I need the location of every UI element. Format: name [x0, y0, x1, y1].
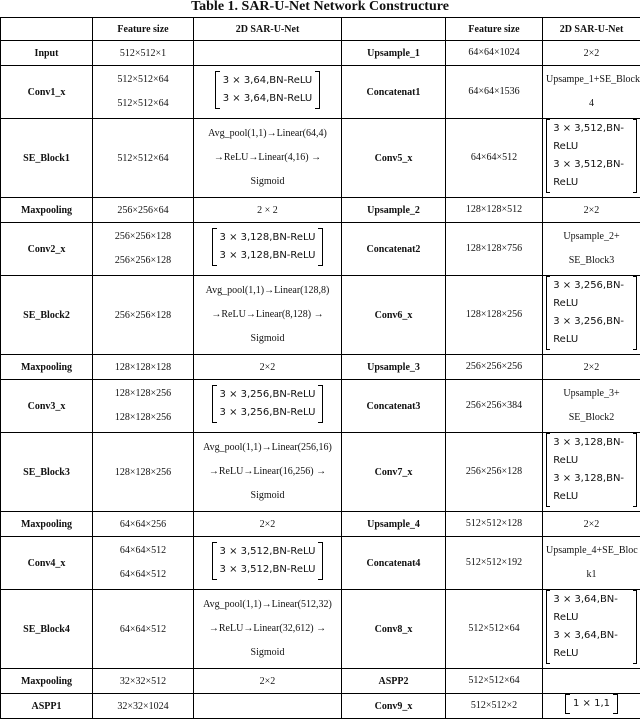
feature-size: [93, 223, 194, 276]
cell-lines: [96, 309, 190, 322]
cell-lines: [96, 382, 190, 430]
cell-line: 512×512×192: [449, 551, 539, 575]
cell-line: 2 × 2: [197, 204, 338, 217]
operation: [543, 590, 640, 669]
cell-line: 512×512×128: [449, 512, 539, 536]
cell-line: 256×256×384: [449, 394, 539, 418]
right-bracket: [633, 433, 637, 507]
row-name: Concatenat2: [342, 223, 446, 276]
header-cell: Feature size: [93, 18, 194, 41]
row-name: Maxpooling: [1, 198, 93, 223]
row-name: Conv3_x: [1, 380, 93, 433]
right-bracket: [613, 694, 618, 714]
row-name: Upsample_3: [342, 355, 446, 380]
operation: [543, 694, 640, 719]
cell-line: 512×512×64: [449, 617, 539, 641]
cell-line: 32×32×1024: [96, 700, 190, 713]
cell-line: 2×2: [546, 361, 637, 374]
cell-lines: [449, 237, 539, 261]
cell-lines: [96, 225, 190, 273]
matrix-bracket: [546, 276, 637, 350]
operation: [194, 198, 342, 223]
cell-line: Avg_pool(1,1)→Linear(128,8): [197, 279, 338, 303]
operation: [194, 41, 342, 66]
row-name: Input: [1, 41, 93, 66]
operation: [543, 537, 640, 590]
cell-lines: [96, 700, 190, 713]
cell-line: Avg_pool(1,1)→Linear(64,4): [197, 122, 338, 146]
matrix-row: 3 × 3,64,BN-ReLU: [553, 627, 629, 663]
operation: [194, 276, 342, 355]
feature-size: [446, 198, 543, 223]
operation: [194, 433, 342, 512]
cell-lines: [449, 41, 539, 65]
cell-line: 64×64×1024: [449, 41, 539, 65]
table-row: [1, 223, 640, 276]
feature-size: [446, 355, 543, 380]
header-cell: 2D SAR-U-Net: [194, 18, 342, 41]
cell-lines: [449, 694, 539, 718]
operation: [194, 512, 342, 537]
operation: [194, 119, 342, 198]
matrix-bracket: [565, 694, 618, 714]
operation: [194, 380, 342, 433]
cell-line: Sigmoid: [197, 641, 338, 665]
table-row: [1, 433, 640, 512]
row-name: ASPP1: [1, 694, 93, 719]
cell-lines: [449, 617, 539, 641]
feature-size: [446, 590, 543, 669]
operation: [194, 66, 342, 119]
cell-lines: [449, 669, 539, 693]
operation: [543, 41, 640, 66]
matrix-row: 3 × 3,64,BN-ReLU: [553, 591, 629, 627]
feature-size: [446, 694, 543, 719]
cell-line: →ReLU→Linear(4,16) →: [197, 146, 338, 170]
cell-line: 512×512×64: [96, 68, 190, 92]
row-name: Conv5_x: [342, 119, 446, 198]
cell-line: SE_Block2: [546, 406, 637, 430]
row-name: Conv7_x: [342, 433, 446, 512]
cell-lines: [96, 466, 190, 479]
cell-line: 2×2: [546, 47, 637, 60]
row-name: Conv2_x: [1, 223, 93, 276]
right-bracket: [633, 276, 637, 350]
cell-line: 64×64×512: [96, 539, 190, 563]
right-bracket: [633, 590, 637, 664]
matrix-rows: [550, 590, 632, 664]
cell-line: k1: [546, 563, 637, 587]
row-name: Maxpooling: [1, 512, 93, 537]
table-row: [1, 198, 640, 223]
cell-line: 512×512×2: [449, 694, 539, 718]
matrix-row: 3 × 3,128,BN-ReLU: [220, 247, 316, 265]
matrix-row: 3 × 3,128,BN-ReLU: [220, 229, 316, 247]
cell-lines: [546, 518, 637, 531]
matrix-row: 3 × 3,64,BN-ReLU: [223, 90, 313, 108]
cell-lines: [546, 225, 637, 273]
cell-lines: [197, 361, 338, 374]
right-bracket: [315, 71, 320, 109]
cell-line: Avg_pool(1,1)→Linear(256,16): [197, 436, 338, 460]
table-row: [1, 512, 640, 537]
matrix-row: 3 × 3,512,BN-ReLU: [553, 120, 630, 156]
right-bracket: [318, 542, 323, 580]
feature-size: [93, 198, 194, 223]
cell-lines: [449, 512, 539, 536]
matrix-row: 3 × 3,512,BN-ReLU: [220, 543, 316, 561]
row-name: Maxpooling: [1, 669, 93, 694]
cell-line: Upsample_3+: [546, 382, 637, 406]
cell-line: Upsample_2+: [546, 225, 637, 249]
table-row: [1, 537, 640, 590]
row-name: Concatenat4: [342, 537, 446, 590]
matrix-rows: [550, 276, 633, 350]
cell-lines: [96, 518, 190, 531]
operation: [543, 119, 640, 198]
cell-lines: [546, 539, 637, 587]
matrix-bracket: [546, 433, 637, 507]
feature-size: [446, 669, 543, 694]
matrix-row: 3 × 3,512,BN-ReLU: [220, 561, 316, 579]
matrix-row: 3 × 3,256,BN-ReLU: [553, 313, 630, 349]
table-row: [1, 355, 640, 380]
feature-size: [446, 66, 543, 119]
row-name: SE_Block2: [1, 276, 93, 355]
cell-line: →ReLU→Linear(32,612) →: [197, 617, 338, 641]
header-cell: 2D SAR-U-Net: [543, 18, 640, 41]
cell-lines: [96, 539, 190, 587]
cell-lines: [197, 593, 338, 665]
cell-line: Sigmoid: [197, 327, 338, 351]
row-name: Conv9_x: [342, 694, 446, 719]
cell-line: 128×128×512: [449, 198, 539, 222]
row-name: Conv4_x: [1, 537, 93, 590]
matrix-row: 1 × 1,1: [573, 695, 610, 713]
feature-size: [93, 512, 194, 537]
matrix-rows: [570, 694, 613, 714]
operation: [543, 66, 640, 119]
feature-size: [446, 223, 543, 276]
table-row: [1, 66, 640, 119]
cell-lines: [197, 204, 338, 217]
cell-lines: [546, 361, 637, 374]
table-row: [1, 119, 640, 198]
cell-line: 64×64×256: [96, 518, 190, 531]
cell-lines: [546, 47, 637, 60]
matrix-bracket: [215, 71, 321, 109]
feature-size: [446, 276, 543, 355]
operation: [543, 355, 640, 380]
operation: [543, 276, 640, 355]
table-row: [1, 590, 640, 669]
cell-line: 64×64×512: [96, 623, 190, 636]
network-table: [0, 17, 640, 719]
operation: [194, 537, 342, 590]
cell-lines: [546, 382, 637, 430]
cell-line: Upsample_4+SE_Bloc: [546, 539, 637, 563]
cell-lines: [546, 68, 637, 116]
cell-lines: [449, 355, 539, 379]
row-name: Concatenat3: [342, 380, 446, 433]
cell-lines: [197, 122, 338, 194]
row-name: Concatenat1: [342, 66, 446, 119]
table-row: [1, 669, 640, 694]
header-cell: Feature size: [446, 18, 543, 41]
matrix-bracket: [212, 385, 324, 423]
table-row: [1, 694, 640, 719]
cell-line: 64×64×512: [96, 563, 190, 587]
cell-line: →ReLU→Linear(16,256) →: [197, 460, 338, 484]
cell-line: 128×128×756: [449, 237, 539, 261]
cell-line: 256×256×64: [96, 204, 190, 217]
matrix-rows: [217, 385, 319, 423]
operation: [194, 355, 342, 380]
matrix-rows: [550, 119, 633, 193]
cell-line: 128×128×256: [96, 406, 190, 430]
feature-size: [93, 355, 194, 380]
operation: [194, 669, 342, 694]
matrix-row: 3 × 3,128,BN-ReLU: [553, 470, 630, 506]
feature-size: [446, 380, 543, 433]
feature-size: [446, 41, 543, 66]
header-cell: [342, 18, 446, 41]
matrix-row: 3 × 3,256,BN-ReLU: [220, 404, 316, 422]
cell-line: 32×32×512: [96, 675, 190, 688]
matrix-row: 3 × 3,512,BN-ReLU: [553, 156, 630, 192]
cell-lines: [197, 436, 338, 508]
cell-line: 4: [546, 92, 637, 116]
right-bracket: [633, 119, 637, 193]
operation: [194, 694, 342, 719]
cell-lines: [449, 303, 539, 327]
header-row: [1, 18, 640, 41]
matrix-row: 3 × 3,256,BN-ReLU: [220, 386, 316, 404]
matrix-row: 3 × 3,256,BN-ReLU: [553, 277, 630, 313]
cell-lines: [449, 460, 539, 484]
cell-lines: [96, 623, 190, 636]
row-name: SE_Block3: [1, 433, 93, 512]
cell-line: 2×2: [546, 518, 637, 531]
cell-lines: [449, 146, 539, 170]
row-name: Maxpooling: [1, 355, 93, 380]
cell-lines: [449, 394, 539, 418]
cell-lines: [197, 518, 338, 531]
cell-line: →ReLU→Linear(8,128) →: [197, 303, 338, 327]
feature-size: [446, 433, 543, 512]
operation: [543, 223, 640, 276]
cell-line: 128×128×128: [96, 361, 190, 374]
feature-size: [93, 694, 194, 719]
cell-line: 128×128×256: [96, 466, 190, 479]
matrix-bracket: [212, 228, 324, 266]
cell-line: 256×256×256: [449, 355, 539, 379]
cell-lines: [197, 279, 338, 351]
feature-size: [446, 512, 543, 537]
feature-size: [93, 276, 194, 355]
cell-line: Avg_pool(1,1)→Linear(512,32): [197, 593, 338, 617]
cell-line: Sigmoid: [197, 484, 338, 508]
cell-line: 2×2: [197, 675, 338, 688]
row-name: SE_Block4: [1, 590, 93, 669]
cell-line: 2×2: [197, 361, 338, 374]
cell-line: Upsampe_1+SE_Block: [546, 68, 637, 92]
row-name: Conv8_x: [342, 590, 446, 669]
cell-line: Sigmoid: [197, 170, 338, 194]
matrix-bracket: [212, 542, 324, 580]
cell-line: 128×128×256: [96, 382, 190, 406]
feature-size: [446, 537, 543, 590]
operation: [194, 590, 342, 669]
table-title: Table 1. SAR-U-Net Network Constructure: [0, 0, 640, 14]
matrix-rows: [217, 542, 319, 580]
operation: [543, 433, 640, 512]
cell-line: 256×256×128: [449, 460, 539, 484]
matrix-row: 3 × 3,64,BN-ReLU: [223, 72, 313, 90]
cell-lines: [96, 47, 190, 60]
matrix-row: 3 × 3,128,BN-ReLU: [553, 434, 630, 470]
cell-lines: [449, 551, 539, 575]
cell-line: 64×64×1536: [449, 80, 539, 104]
matrix-bracket: [546, 590, 637, 664]
feature-size: [93, 433, 194, 512]
table-row: [1, 276, 640, 355]
header-cell: [1, 18, 93, 41]
feature-size: [93, 669, 194, 694]
cell-lines: [96, 152, 190, 165]
cell-lines: [546, 204, 637, 217]
cell-lines: [449, 80, 539, 104]
cell-lines: [197, 675, 338, 688]
row-name: SE_Block1: [1, 119, 93, 198]
cell-lines: [96, 204, 190, 217]
cell-line: 256×256×128: [96, 249, 190, 273]
feature-size: [93, 119, 194, 198]
cell-lines: [96, 68, 190, 116]
feature-size: [93, 380, 194, 433]
cell-lines: [449, 198, 539, 222]
feature-size: [446, 119, 543, 198]
operation: [194, 223, 342, 276]
cell-line: 64×64×512: [449, 146, 539, 170]
matrix-rows: [220, 71, 316, 109]
cell-line: 128×128×256: [449, 303, 539, 327]
cell-line: SE_Block3: [546, 249, 637, 273]
matrix-rows: [550, 433, 633, 507]
operation: [543, 512, 640, 537]
table-row: [1, 380, 640, 433]
right-bracket: [318, 228, 323, 266]
right-bracket: [318, 385, 323, 423]
cell-line: 256×256×128: [96, 225, 190, 249]
row-name: ASPP2: [342, 669, 446, 694]
operation: [543, 669, 640, 694]
feature-size: [93, 41, 194, 66]
table-row: [1, 41, 640, 66]
matrix-bracket: [546, 119, 637, 193]
cell-line: 512×512×64: [449, 669, 539, 693]
cell-line: 512×512×64: [96, 152, 190, 165]
operation: [543, 380, 640, 433]
feature-size: [93, 590, 194, 669]
cell-line: 512×512×64: [96, 92, 190, 116]
cell-line: 512×512×1: [96, 47, 190, 60]
cell-line: 2×2: [546, 204, 637, 217]
cell-lines: [96, 361, 190, 374]
operation: [543, 198, 640, 223]
row-name: Conv1_x: [1, 66, 93, 119]
row-name: Upsample_1: [342, 41, 446, 66]
cell-line: 256×256×128: [96, 309, 190, 322]
cell-line: 2×2: [197, 518, 338, 531]
row-name: Upsample_2: [342, 198, 446, 223]
row-name: Conv6_x: [342, 276, 446, 355]
feature-size: [93, 66, 194, 119]
table-body: [1, 41, 640, 719]
matrix-rows: [217, 228, 319, 266]
feature-size: [93, 537, 194, 590]
cell-lines: [96, 675, 190, 688]
row-name: Upsample_4: [342, 512, 446, 537]
